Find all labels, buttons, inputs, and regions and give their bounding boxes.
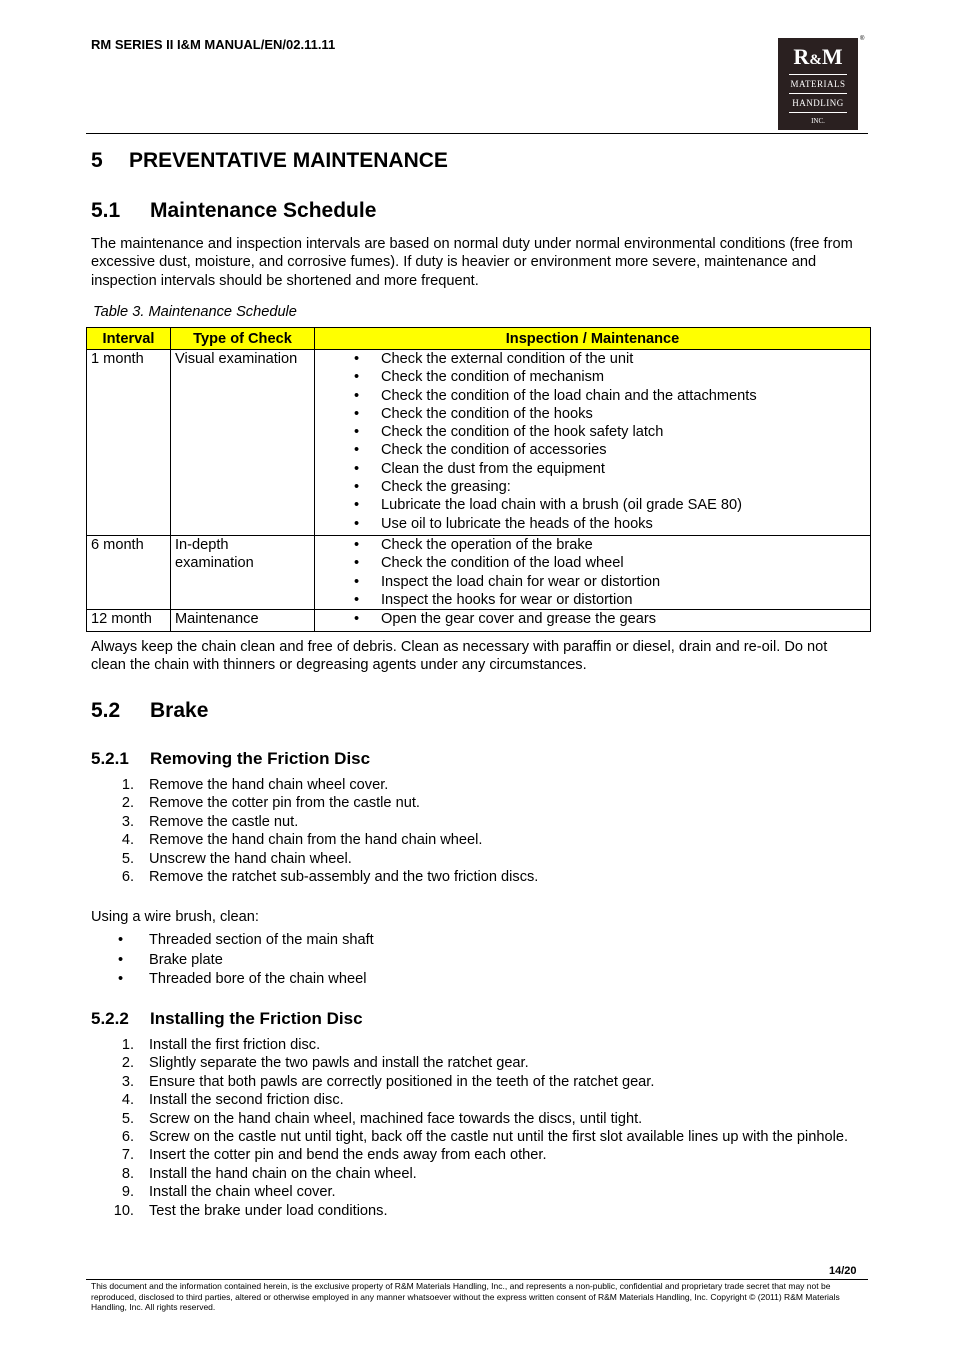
subsection-heading: 5.2 Brake (91, 699, 209, 722)
list-item: • Check the condition of the load chain and the attachments (319, 387, 866, 405)
header-divider (86, 133, 868, 134)
list-item: 1. Remove the hand chain wheel cover. (121, 777, 389, 793)
page-number: 14/20 (829, 1265, 857, 1277)
maintenance-table (86, 327, 871, 632)
registered-mark: ® (860, 36, 865, 42)
chain-care-paragraph: Always keep the chain clean and free of debris. Clean as necessary with paraffin or diesel, drain and re-oil. Do not clean the chain with thinners or degreasing agents under any circumstances. (91, 639, 828, 674)
list-item: 10. Test the brake under load conditions. (113, 1202, 388, 1219)
company-logo: R&M MATERIALS HANDLING INC. (778, 38, 858, 130)
list-item: • Check the external condition of the unit (319, 350, 866, 368)
table-row (87, 536, 871, 610)
check-type-cell: In-depth examination (171, 536, 315, 610)
list-item: 4. Remove the hand chain from the hand chain wheel. (121, 832, 483, 849)
list-item: 4. Install the second friction disc. (121, 1092, 344, 1109)
subsection-heading: 5.1 Maintenance Schedule (91, 199, 377, 222)
legal-notice: This document and the information contained herein, is the exclusive property of R&M Materials Handling, Inc., and represents a non-public, confidential and proprietary trade secret that may not be reproduced, disclosed to third parties, altered or otherwise employed in any manner whatsoever without the express written consent of R&M Materials Handling, Inc. Copyright © (2011) R&M Materials Handling, Inc. All rights reserved. (91, 1281, 840, 1312)
table-row (87, 610, 871, 632)
list-item: • Check the condition of mechanism (319, 368, 866, 386)
checks-cell (315, 610, 871, 632)
document-code: RM SERIES II I&M MANUAL/EN/02.11.11 (91, 37, 336, 52)
list-item: 3. Ensure that both pawls are correctly positioned in the teeth of the ratchet gear. (121, 1073, 655, 1090)
list-item: 3. Remove the castle nut. (121, 813, 299, 830)
list-item: • Open the gear cover and grease the gears (319, 610, 866, 628)
list-item: 2. Remove the cotter pin from the castle nut. (121, 795, 420, 812)
list-item: • Check the condition of the hooks (319, 405, 866, 423)
installation-steps (113, 1036, 864, 1220)
table-header-row (87, 328, 871, 350)
list-item: • Use oil to lubricate the heads of the hooks (319, 515, 866, 533)
list-item: 8. Install the hand chain on the chain wheel. (121, 1165, 417, 1182)
list-item: • Check the greasing: (319, 478, 866, 496)
section-heading: 5 PREVENTATIVE MAINTENANCE (91, 149, 448, 172)
cleaning-list (118, 931, 374, 990)
list-item: 9. Install the chain wheel cover. (121, 1184, 336, 1201)
list-item: 5. Screw on the hand chain wheel, machined face towards the discs, until tight. (121, 1110, 643, 1127)
checks-cell (315, 536, 871, 610)
cleaning-intro: Using a wire brush, clean: (91, 909, 259, 925)
column-header: Interval (87, 328, 171, 350)
list-item: • Check the operation of the brake (319, 536, 866, 554)
list-item: • Lubricate the load chain with a brush (oil grade SAE 80) (319, 496, 866, 514)
list-item: • Brake plate (118, 951, 374, 971)
list-item: 6. Remove the ratchet sub-assembly and the two friction discs. (121, 869, 539, 886)
check-type-cell: Maintenance (171, 610, 315, 632)
list-item: 6. Screw on the castle nut until tight, back off the castle nut until the first slot available lines up with the pinhole. (121, 1129, 849, 1146)
list-item: • Inspect the hooks for wear or distortion (319, 591, 866, 609)
list-item: • Check the condition of accessories (319, 441, 866, 459)
list-item: 7. Insert the cotter pin and bend the ends away from each other. (121, 1147, 547, 1164)
table-caption: Table 3. Maintenance Schedule (93, 304, 297, 320)
sub-subsection-heading: 5.2.1 Removing the Friction Disc (91, 749, 371, 768)
column-header: Inspection / Maintenance (315, 328, 871, 350)
list-item: 5. Unscrew the hand chain wheel. (121, 850, 352, 867)
table-row (87, 350, 871, 536)
checks-cell (315, 350, 871, 536)
interval-cell: 1 month (87, 350, 171, 536)
list-item: 2. Slightly separate the two pawls and install the ratchet gear. (121, 1055, 529, 1072)
list-item: • Check the condition of the load wheel (319, 554, 866, 572)
list-item: • Check the condition of the hook safety latch (319, 423, 866, 441)
column-header: Type of Check (171, 328, 315, 350)
list-item: • Threaded bore of the chain wheel (118, 970, 374, 990)
list-item: • Clean the dust from the equipment (319, 460, 866, 478)
interval-cell: 12 month (87, 610, 171, 632)
list-item: 1. Install the first friction disc. (121, 1037, 321, 1053)
removal-steps (118, 776, 864, 886)
footer-divider (86, 1279, 868, 1280)
check-type-cell: Visual examination (171, 350, 315, 536)
interval-cell: 6 month (87, 536, 171, 610)
intro-paragraph: The maintenance and inspection intervals are based on normal duty under normal environmental conditions (free from excessive dust, moisture, and corrosive fumes). If duty is heavier or environment more severe, maintenance and inspection intervals should be shortened and more frequent. (91, 236, 853, 289)
sub-subsection-heading: 5.2.2 Installing the Friction Disc (91, 1009, 363, 1028)
list-item: • Threaded section of the main shaft (118, 931, 374, 951)
list-item: • Inspect the load chain for wear or distortion (319, 573, 866, 591)
